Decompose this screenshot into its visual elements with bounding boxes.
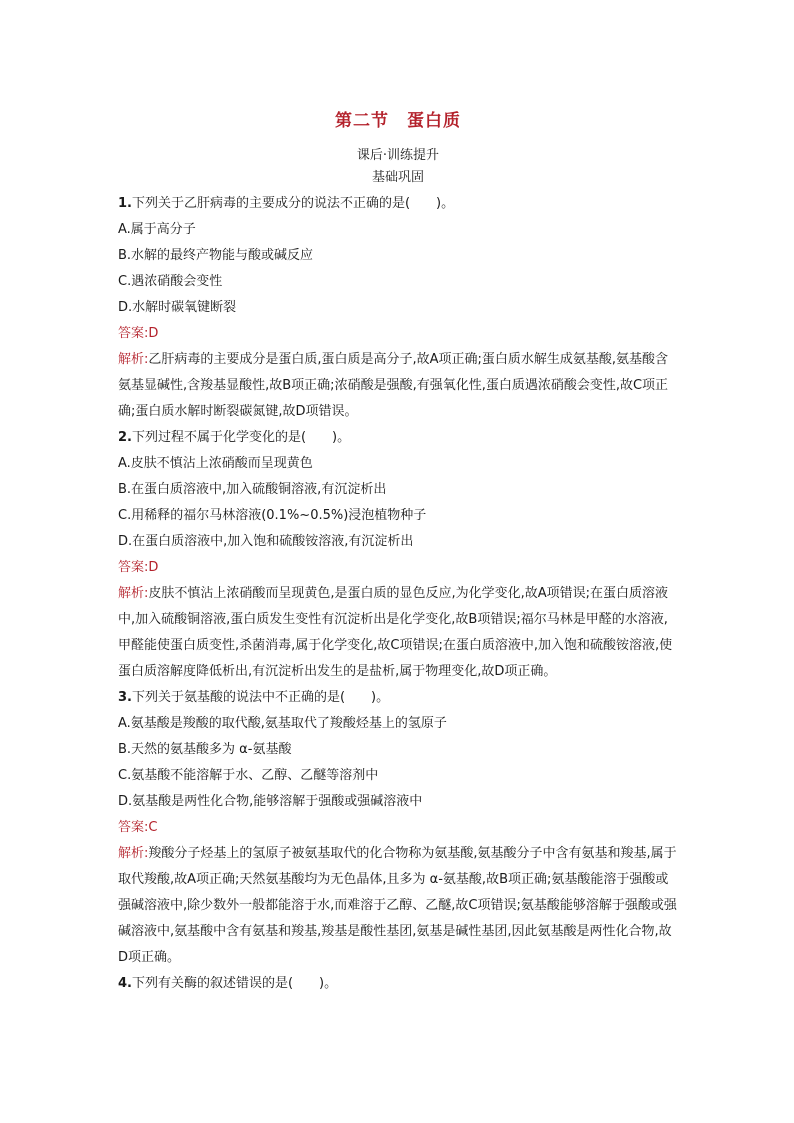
answer: 答案:D	[118, 326, 159, 341]
question-text: 下列过程不属于化学变化的是( )。	[131, 430, 351, 445]
question-4	[118, 971, 678, 997]
explanation-text: 皮肤不慎沾上浓硝酸而呈现黄色,是蛋白质的显色反应,为化学变化,故A项错误;在蛋白质溶液中,加入硫酸铜溶液,蛋白质发生变性有沉淀析出是化学变化,故B项错误;福尔马林是甲醛的水溶液,甲醛能使蛋白质变性,杀菌消毒,属于化学变化,故C项错误;在蛋白质溶液中,加入饱和硫酸铵溶液,使蛋白质溶解度降低析出,有沉淀析出发生的是盐析,属于物理变化,故D项正确。	[118, 586, 673, 679]
explanation-label: 解析:	[118, 586, 149, 601]
explanation	[118, 841, 678, 971]
question-stem	[118, 971, 678, 997]
option-c: C.氨基酸不能溶解于水、乙醇、乙醚等溶剂中	[118, 768, 379, 783]
option-b: B.在蛋白质溶液中,加入硫酸铜溶液,有沉淀析出	[118, 482, 387, 497]
question-number: 1.	[118, 196, 132, 211]
option-b: B.天然的氨基酸多为 α-氨基酸	[118, 742, 292, 757]
explanation-text: 羧酸分子烃基上的氢原子被氨基取代的化合物称为氨基酸,氨基酸分子中含有氨基和羧基,属于取代羧酸,故A项正确;天然氨基酸均为无色晶体,且多为 α-氨基酸,故B项正确;氨基酸能溶于强酸或强碱溶液中,除少数外一般都能溶于水,而难溶于乙醇、乙醚,故C项错误;氨基酸能够溶解于强酸或强碱溶液中,氨基酸中含有氨基和羧基,羧基是酸性基团,氨基是碱性基团,因此氨基酸是两性化合物,故D项正确。	[118, 846, 677, 965]
question-number: 3.	[118, 690, 132, 705]
option-d: D.氨基酸是两性化合物,能够溶解于强酸或强碱溶液中	[118, 794, 423, 809]
question-3	[118, 685, 678, 971]
option-c: C.用稀释的福尔马林溶液(0.1%~0.5%)浸泡植物种子	[118, 508, 427, 523]
answer: 答案:D	[118, 560, 159, 575]
question-stem	[118, 685, 678, 711]
page-title: 第二节 蛋白质	[335, 111, 461, 131]
question-number: 2.	[118, 430, 132, 445]
question-text: 下列有关酶的叙述错误的是( )。	[131, 976, 338, 991]
option-d: D.在蛋白质溶液中,加入饱和硫酸铵溶液,有沉淀析出	[118, 534, 414, 549]
document-content	[118, 106, 678, 997]
explanation-label: 解析:	[118, 846, 149, 861]
option-a: A.氨基酸是羧酸的取代酸,氨基取代了羧酸烃基上的氢原子	[118, 716, 447, 731]
option-c: C.遇浓硝酸会变性	[118, 274, 223, 289]
option-a: A.属于高分子	[118, 222, 196, 237]
option-b: B.水解的最终产物能与酸或碱反应	[118, 248, 314, 263]
option-d: D.水解时碳氧键断裂	[118, 300, 237, 315]
explanation	[118, 347, 678, 425]
answer: 答案:C	[118, 820, 158, 835]
question-2	[118, 425, 678, 685]
option-a: A.皮肤不慎沾上浓硝酸而呈现黄色	[118, 456, 313, 471]
question-stem	[118, 191, 678, 217]
question-stem	[118, 425, 678, 451]
question-number: 4.	[118, 976, 132, 991]
explanation	[118, 581, 678, 685]
page-subtitle: 课后·训练提升	[356, 148, 440, 163]
question-1	[118, 191, 678, 425]
section-heading: 基础巩固	[371, 170, 424, 185]
question-text: 下列关于氨基酸的说法中不正确的是( )。	[131, 690, 390, 705]
question-text: 下列关于乙肝病毒的主要成分的说法不正确的是( )。	[131, 196, 455, 211]
explanation-text: 乙肝病毒的主要成分是蛋白质,蛋白质是高分子,故A项正确;蛋白质水解生成氨基酸,氨基酸含氨基显碱性,含羧基显酸性,故B项正确;浓硝酸是强酸,有强氧化性,蛋白质遇浓硝酸会变性,故C项正确;蛋白质水解时断裂碳氮键,故D项错误。	[118, 352, 669, 419]
explanation-label: 解析:	[118, 352, 149, 367]
